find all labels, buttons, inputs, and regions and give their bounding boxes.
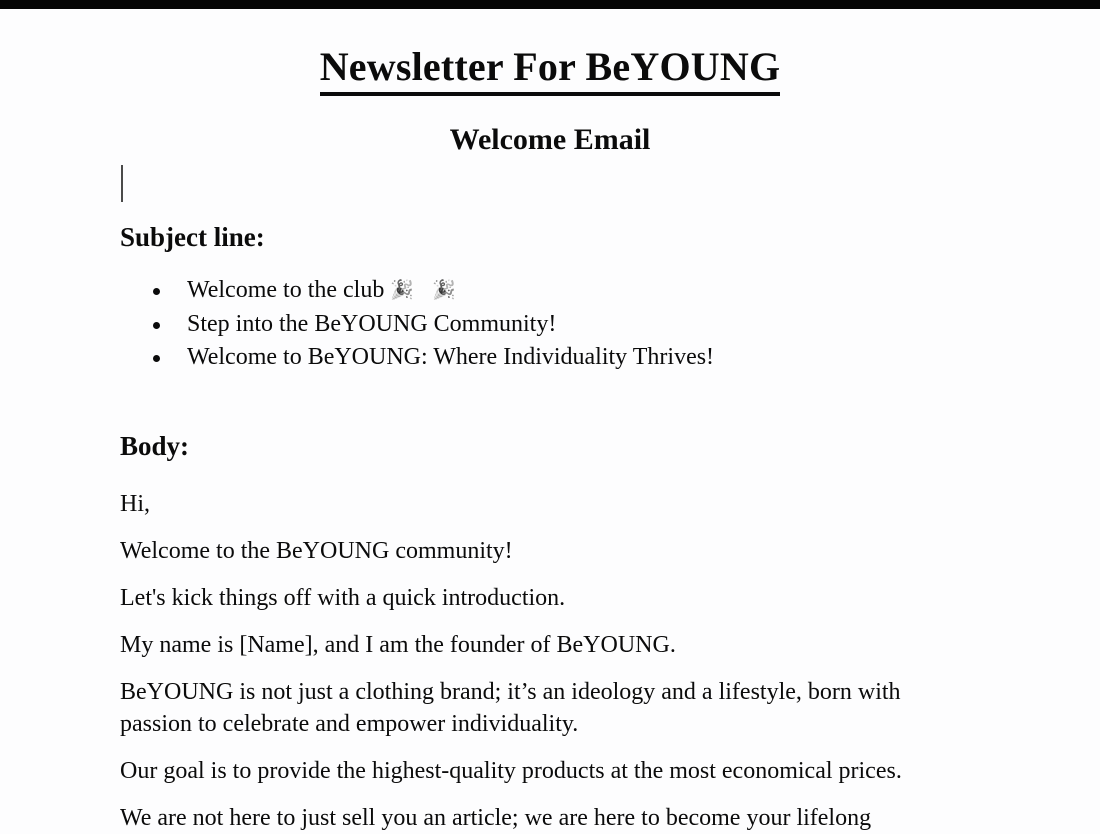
list-item-text: Step into the BeYOUNG Community! xyxy=(187,310,557,337)
body-paragraph-greeting[interactable]: Hi, xyxy=(120,490,150,517)
body-paragraph-lifelong[interactable]: We are not here to just sell you an article; we are here to become your lifelong xyxy=(120,804,872,831)
body-paragraphs xyxy=(0,462,1100,834)
body-paragraph-goal[interactable]: Our goal is to provide the highest-quality products at the most economical prices. xyxy=(120,757,902,784)
page-subtitle: Welcome Email xyxy=(449,123,651,156)
page-title-text: Newsletter For BeYOUNG xyxy=(320,46,781,96)
document-page xyxy=(0,9,1100,831)
list-item[interactable] xyxy=(0,274,1100,308)
subject-line-list xyxy=(0,253,1100,375)
list-item-text: Welcome to BeYOUNG: Where Individuality Thrives! xyxy=(187,344,715,371)
subject-line-heading: Subject line: xyxy=(120,222,265,252)
text-cursor-caret xyxy=(121,165,123,202)
section-spacer xyxy=(0,375,1100,431)
list-item-text: Welcome to the club xyxy=(187,277,385,304)
body-paragraph-intro[interactable]: Let's kick things off with a quick introduction. xyxy=(120,584,566,611)
list-item[interactable] xyxy=(0,341,1100,375)
list-item[interactable] xyxy=(0,308,1100,342)
body-paragraph-welcome[interactable]: Welcome to the BeYOUNG community! xyxy=(120,537,513,564)
body-paragraph-ideology[interactable]: BeYOUNG is not just a clothing brand; it’s an ideology and a lifestyle, born with passion to celebrate and empower individuality. xyxy=(120,678,901,737)
body-paragraph-founder[interactable]: My name is [Name], and I am the founder of BeYOUNG. xyxy=(120,631,676,658)
empty-editable-line[interactable] xyxy=(0,156,1100,208)
window-top-bar xyxy=(0,0,1100,9)
party-popper-icon: 🎉 🎉 xyxy=(390,279,462,302)
page-title xyxy=(0,9,1100,96)
body-heading: Body: xyxy=(120,430,190,461)
